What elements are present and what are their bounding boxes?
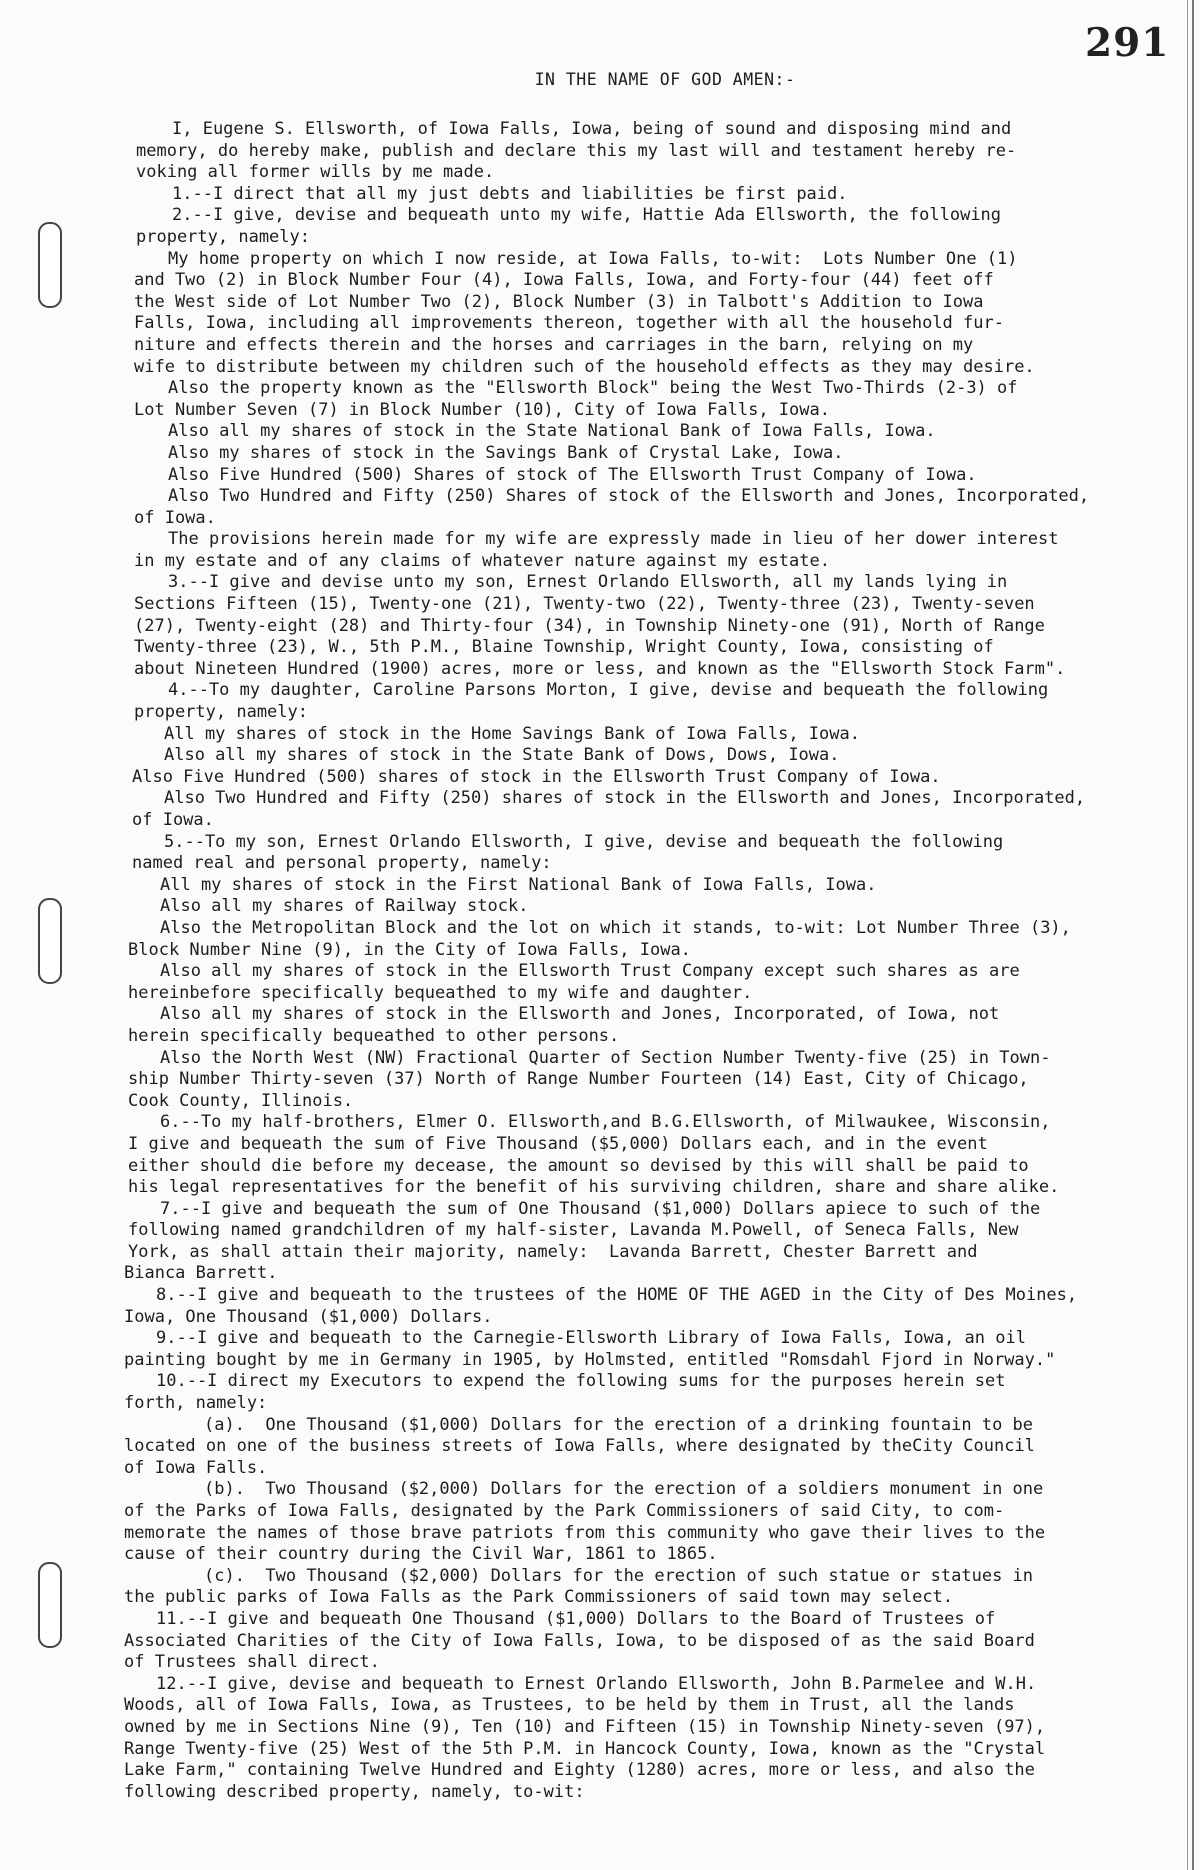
text-line: (27), Twenty-eight (28) and Thirty-four (34), in Township Ninety-one (91), North of Range bbox=[134, 615, 1045, 636]
text-line: Also the Metropolitan Block and the lot on which it stands, to-wit: Lot Number Three (3), bbox=[160, 917, 1071, 938]
binder-hole bbox=[38, 222, 62, 308]
text-line: property, namely: bbox=[136, 226, 310, 247]
text-line: the West side of Lot Number Two (2), Block Number (3) in Talbott's Addition to Iowa bbox=[134, 291, 984, 312]
text-line: following described property, namely, to-wit: bbox=[124, 1781, 585, 1802]
text-line: of Iowa. bbox=[134, 507, 216, 528]
text-line: Also all my shares of stock in the Ellsworth and Jones, Incorporated, of Iowa, not bbox=[160, 1004, 1000, 1025]
text-line: 12.--I give, devise and bequeath to Ernest Orlando Ellsworth, John B.Parmelee and W.H. bbox=[156, 1673, 1037, 1694]
text-line: of Iowa Falls. bbox=[124, 1457, 268, 1478]
text-line: the public parks of Iowa Falls as the Park Commissioners of said town may select. bbox=[124, 1587, 954, 1608]
text-line: Lake Farm," containing Twelve Hundred and Eighty (1280) acres, more or less, and also the bbox=[124, 1760, 1035, 1781]
will-text-body bbox=[124, 119, 1196, 1803]
text-line: of Trustees shall direct. bbox=[124, 1652, 380, 1673]
text-line: 8.--I give and bequeath to the trustees of the HOME OF THE AGED in the City of Des Moines, bbox=[156, 1285, 1078, 1306]
binder-hole bbox=[38, 1562, 62, 1648]
text-line: property, namely: bbox=[134, 702, 308, 723]
text-line: ship Number Thirty-seven (37) North of Range Number Fourteen (14) East, City of Chicago, bbox=[128, 1069, 1029, 1090]
text-line: Also Two Hundred and Fifty (250) Shares of stock of the Ellsworth and Jones, Incorporated, bbox=[168, 486, 1090, 507]
text-line: Also the property known as the "Ellsworth Block" being the West Two-Thirds (2-3) of bbox=[168, 378, 1018, 399]
text-line: (a). One Thousand ($1,000) Dollars for the erection of a drinking fountain to be bbox=[204, 1414, 1034, 1435]
text-line: cause of their country during the Civil War, 1861 to 1865. bbox=[124, 1544, 718, 1565]
text-line: in my estate and of any claims of whatever nature against my estate. bbox=[134, 550, 830, 571]
text-line: Also all my shares of Railway stock. bbox=[160, 896, 529, 917]
text-line: memory, do hereby make, publish and declare this my last will and testament hereby re- bbox=[136, 140, 1017, 161]
text-line: Bianca Barrett. bbox=[124, 1263, 278, 1284]
text-line: painting bought by me in Germany in 1905, by Holmsted, entitled "Romsdahl Fjord in Norway." bbox=[124, 1349, 1056, 1370]
text-line: Also the North West (NW) Fractional Quarter of Section Number Twenty-five (25) in Town- bbox=[160, 1047, 1051, 1068]
page-number: 291 bbox=[1085, 20, 1170, 66]
text-line: Cook County, Illinois. bbox=[128, 1090, 354, 1111]
text-line: owned by me in Sections Nine (9), Ten (10) and Fifteen (15) in Township Ninety-seven (97), bbox=[124, 1716, 1046, 1737]
text-line: of the Parks of Iowa Falls, designated by the Park Commissioners of said City, to com- bbox=[124, 1501, 1005, 1521]
binder-hole bbox=[38, 898, 62, 984]
text-line: herein specifically bequeathed to other persons. bbox=[128, 1025, 620, 1046]
text-line: his legal representatives for the benefit of his surviving children, share and share alike. bbox=[128, 1177, 1060, 1198]
text-line: (c). Two Thousand ($2,000) Dollars for the erection of such statue or statues in bbox=[204, 1565, 1034, 1586]
text-line: 11.--I give and bequeath One Thousand ($1,000) Dollars to the Board of Trustees of bbox=[156, 1608, 996, 1629]
text-line: named real and personal property, namely: bbox=[132, 853, 552, 874]
text-line: 6.--To my half-brothers, Elmer O. Ellsworth,and B.G.Ellsworth, of Milwaukee, Wisconsin, bbox=[160, 1112, 1051, 1133]
text-line: memorate the names of those brave patriots from this community who gave their lives to the bbox=[124, 1522, 1046, 1543]
text-line: Falls, Iowa, including all improvements thereon, together with all the household fur- bbox=[134, 313, 1004, 334]
text-line: Lot Number Seven (7) in Block Number (10), City of Iowa Falls, Iowa. bbox=[134, 399, 830, 420]
text-line: Twenty-three (23), W., 5th P.M., Blaine Township, Wright County, Iowa, consisting of bbox=[134, 637, 994, 658]
text-line: Also my shares of stock in the Savings Bank of Crystal Lake, Iowa. bbox=[168, 442, 844, 463]
text-line: niture and effects therein and the horses and carriages in the barn, relying on my bbox=[134, 334, 974, 355]
text-line: Also all my shares of stock in the State Bank of Dows, Dows, Iowa. bbox=[164, 745, 840, 766]
text-line: Sections Fifteen (15), Twenty-one (21), Twenty-two (22), Twenty-three (23), Twenty-seven bbox=[134, 594, 1035, 615]
text-line: wife to distribute between my children such of the household effects as they may desire. bbox=[134, 356, 1035, 377]
text-line: and Two (2) in Block Number Four (4), Iowa Falls, Iowa, and Forty-four (44) feet off bbox=[134, 270, 994, 291]
text-line: Block Number Nine (9), in the City of Iowa Falls, Iowa. bbox=[128, 939, 691, 960]
text-line: located on one of the business streets of Iowa Falls, where designated by theCity Council bbox=[124, 1436, 1035, 1457]
text-line: The provisions herein made for my wife are expressly made in lieu of her dower interest bbox=[168, 529, 1059, 550]
text-line: I give and bequeath the sum of Five Thousand ($5,000) Dollars each, and in the event bbox=[128, 1133, 988, 1154]
text-line: Also Five Hundred (500) Shares of stock of The Ellsworth Trust Company of Iowa. bbox=[168, 464, 977, 485]
text-line: 10.--I direct my Executors to expend the following sums for the purposes herein set bbox=[156, 1371, 1006, 1392]
text-line: Also all my shares of stock in the State National Bank of Iowa Falls, Iowa. bbox=[168, 421, 936, 442]
text-line: Associated Charities of the City of Iowa Falls, Iowa, to be disposed of as the said Board bbox=[124, 1630, 1035, 1651]
text-line: (b). Two Thousand ($2,000) Dollars for the erection of a soldiers monument in one bbox=[204, 1479, 1044, 1500]
text-line: about Nineteen Hundred (1900) acres, more or less, and known as the "Ellsworth Stock Farm". bbox=[134, 658, 1066, 679]
text-line: 3.--I give and devise unto my son, Ernest Orlando Ellsworth, all my lands lying in bbox=[168, 572, 1008, 593]
text-line: Also Two Hundred and Fifty (250) shares of stock in the Ellsworth and Jones, Incorporated, bbox=[164, 788, 1086, 809]
text-line: Woods, all of Iowa Falls, Iowa, as Trustees, to be held by them in Trust, all the lands bbox=[124, 1695, 1015, 1716]
text-line: forth, namely: bbox=[124, 1393, 268, 1414]
text-line: Also all my shares of stock in the Ellsworth Trust Company except such shares as are bbox=[160, 961, 1020, 982]
text-line: hereinbefore specifically bequeathed to my wife and daughter. bbox=[128, 982, 753, 1003]
text-line: 4.--To my daughter, Caroline Parsons Morton, I give, devise and bequeath the following bbox=[168, 680, 1049, 701]
text-line: 9.--I give and bequeath to the Carnegie-Ellsworth Library of Iowa Falls, Iowa, an oil bbox=[156, 1328, 1026, 1349]
text-line: of Iowa. bbox=[132, 810, 214, 830]
text-line: 7.--I give and bequeath the sum of One Thousand ($1,000) Dollars apiece to such of the bbox=[160, 1198, 1041, 1219]
text-line: All my shares of stock in the Home Savings Bank of Iowa Falls, Iowa. bbox=[164, 723, 860, 744]
document-heading: IN THE NAME OF GOD AMEN:- bbox=[534, 70, 796, 89]
text-line: 5.--To my son, Ernest Orlando Ellsworth, I give, devise and bequeath the following bbox=[164, 831, 1004, 852]
text-line: My home property on which I now reside, at Iowa Falls, to-wit: Lots Number One (1) bbox=[168, 248, 1018, 269]
text-line: Also Five Hundred (500) shares of stock in the Ellsworth Trust Company of Iowa. bbox=[132, 766, 941, 787]
text-line: All my shares of stock in the First National Bank of Iowa Falls, Iowa. bbox=[160, 874, 877, 895]
text-line: following named grandchildren of my half-sister, Lavanda M.Powell, of Seneca Falls, New bbox=[128, 1220, 1019, 1241]
text-line: Range Twenty-five (25) West of the 5th P.M. in Hancock County, Iowa, known as the "Crystal bbox=[124, 1738, 1046, 1759]
text-line: 2.--I give, devise and bequeath unto my wife, Hattie Ada Ellsworth, the following bbox=[172, 205, 1002, 226]
text-line: Iowa, One Thousand ($1,000) Dollars. bbox=[124, 1306, 493, 1327]
text-line: voking all former wills by me made. bbox=[136, 162, 495, 183]
text-line: 1.--I direct that all my just debts and liabilities be first paid. bbox=[172, 183, 848, 204]
text-line: I, Eugene S. Ellsworth, of Iowa Falls, Iowa, being of sound and disposing mind and bbox=[172, 119, 1012, 139]
text-line: either should die before my decease, the amount so devised by this will shall be paid to bbox=[128, 1155, 1029, 1176]
text-line: York, as shall attain their majority, namely: Lavanda Barrett, Chester Barrett and bbox=[128, 1241, 978, 1262]
